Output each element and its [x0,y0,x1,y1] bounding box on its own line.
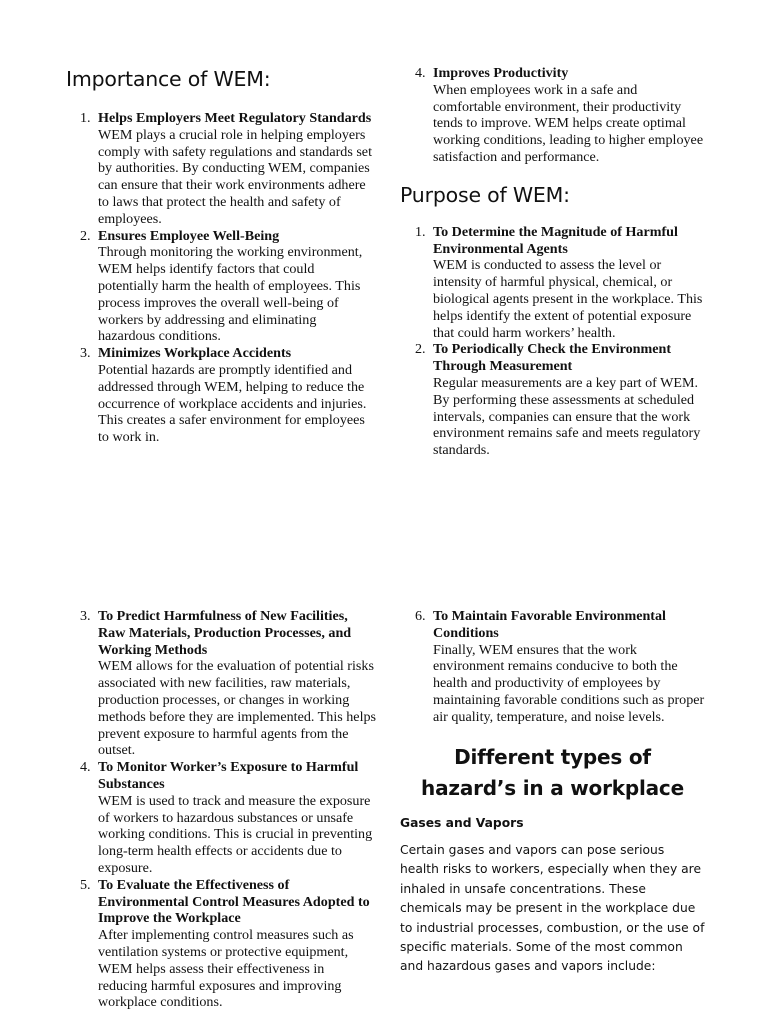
list-item: 2. Ensures Employee Well-Being Through monitoring the working environment, WEM helps identify factors that could potentially harm the health of employees. This process improves the overall well-being of workers by addressing and eliminating hazardous conditions. [98,228,376,346]
list-item: 3. To Predict Harmfulness of New Facilities, Raw Materials, Production Processes, and Working Methods WEM allows for the evaluation of potential risks associated with new facilities, raw materials, production processes, or changes in working methods before they are implemented. This helps prevent exposure to harmful agents from the outset. [80,608,377,759]
item-title: To Maintain Favorable Environmental Conditions [433,608,666,641]
list-item: 3. Minimizes Workplace Accidents Potential hazards are promptly identified and addressed through WEM, helping to reduce the occurrence of workplace accidents and injuries. This creates a safer environment for employees to work in. [98,345,376,446]
item-title: To Monitor Worker’s Exposure to Harmful Substances [98,759,359,792]
item-description: WEM plays a crucial role in helping employers comply with safety regulations and standards set by authorities. By conducting WEM, companies can ensure that their work environments adhere to laws that protect the health and safety of employees. [98,126,372,227]
item-description: Potential hazards are promptly identified and addressed through WEM, helping to reduce the occurrence of workplace accidents and injuries. This creates a safer environment for employees to work in. [98,361,367,446]
item-description: Through monitoring the working environment, WEM helps identify factors that could potentially harm the health of employees. This process improves the overall well-being of workers by addressing and eliminating hazardous conditions. [98,244,363,345]
item-description: When employees work in a safe and comfortable environment, their productivity tends to improve. WEM helps create optimal working conditions, leading to higher employee satisfaction and performance. [433,81,704,165]
item-description: After implementing control measures such as ventilation systems or protective equipment, WEM helps assess their effectiveness in reducing harmful exposures and improving workplace conditions. [98,927,354,1011]
heading-purpose: Purpose of WEM: [400,182,570,207]
item-title: To Predict Harmfulness of New Facilities, Raw Materials, Production Processes, and Working Methods [98,608,352,658]
item-title: To Determine the Magnitude of Harmful Environmental Agents [433,223,678,257]
list-item: 4. Improves Productivity When employees work in a safe and comfortable environment, their productivity tends to improve. WEM helps create optimal working conditions, leading to higher employee satisfaction and performance. [415,65,704,165]
purpose-list-continued [80,608,377,1011]
subheading-gases-vapors: Gases and Vapors [400,815,524,830]
list-item: 5. To Evaluate the Effectiveness of Environmental Control Measures Adopted to Improve the Workplace After implementing control measures such as ventilation systems or protective equipment, WEM helps assess their effectiveness in reducing harmful exposures and improving workplace conditions. [98,877,376,1011]
list-item: 4. To Monitor Worker’s Exposure to Harmful Substances WEM is used to track and measure the exposure of workers to hazardous substances or unsafe working conditions. This is crucial in preventing long-term health effects or accidents due to exposure. [98,759,376,877]
item-title: Helps Employers Meet Regulatory Standards [98,110,372,126]
right-bottom-column [400,608,705,977]
paragraph-gases-vapors: Certain gases and vapors can pose serious health risks to workers, especially when they are inhaled in unsafe concentrations. These chemicals may be present in the workplace due to industrial processes, combustion, or the use of specific materials. Some of the most common and hazardous gases and vapors include: [400,842,705,974]
item-description: WEM is used to track and measure the exposure of workers to hazardous substances or unsafe working conditions. This is crucial in preventing long-term health effects or accidents due to exposure. [98,792,373,876]
list-item: 2. To Periodically Check the Environment Through Measurement Regular measurements are a key part of WEM. By performing these assessments at scheduled intervals, companies can ensure that the work environment remains safe and meets regulatory standards. [433,341,705,459]
purpose-list [415,223,705,459]
item-title: Ensures Employee Well-Being [98,227,280,244]
item-title: To Evaluate the Effectiveness of Environmental Control Measures Adopted to Improve the Workplace [98,876,370,927]
list-item: 1. Helps Employers Meet Regulatory Standards WEM plays a crucial role in helping employers comply with safety regulations and standards set by authorities. By conducting WEM, companies can ensure that their work environments adhere to laws that protect the health and safety of employees. [98,110,376,228]
importance-list [80,110,376,446]
item-description: Regular measurements are a key part of WEM. By performing these assessments at scheduled intervals, companies can ensure that the work environment remains safe and meets regulatory standards. [433,374,701,459]
left-top-column [66,67,376,446]
item-description: WEM is conducted to assess the level or intensity of harmful physical, chemical, or biological agents present in the workplace. This helps identify the extent of potential exposure that could harm workers’ health. [433,257,703,341]
right-top-column [400,65,705,459]
item-title: Minimizes Workplace Accidents [98,345,292,362]
left-bottom-column [80,608,377,1011]
importance-list-continued [415,65,705,166]
item-description: Finally, WEM ensures that the work environment remains conducive to both the health and productivity of employees by maintaining favorable conditions such as proper air quality, temperature, and noise levels. [433,641,705,725]
item-description: WEM allows for the evaluation of potential risks associated with new facilities, raw materials, production processes, or changes in working methods before they are implemented. This helps prevent exposure to harmful agents from the outset. [98,658,377,759]
item-title: To Periodically Check the Environment Through Measurement [433,341,672,375]
item-title: Improves Productivity [433,65,569,81]
heading-hazard-types: Different types of hazard’s in a workplace [421,744,684,800]
list-item: 6. To Maintain Favorable Environmental Conditions Finally, WEM ensures that the work environment remains conducive to both the health and productivity of employees by maintaining favorable conditions such as proper air quality, temperature, and noise levels. [415,608,705,725]
purpose-list-end [415,608,705,726]
list-item: 1. To Determine the Magnitude of Harmful Environmental Agents WEM is conducted to assess the level or intensity of harmful physical, chemical, or biological agents present in the workplace. This helps identify the extent of potential exposure that could harm workers’ health. [433,224,705,342]
heading-importance: Importance of WEM: [66,67,271,91]
